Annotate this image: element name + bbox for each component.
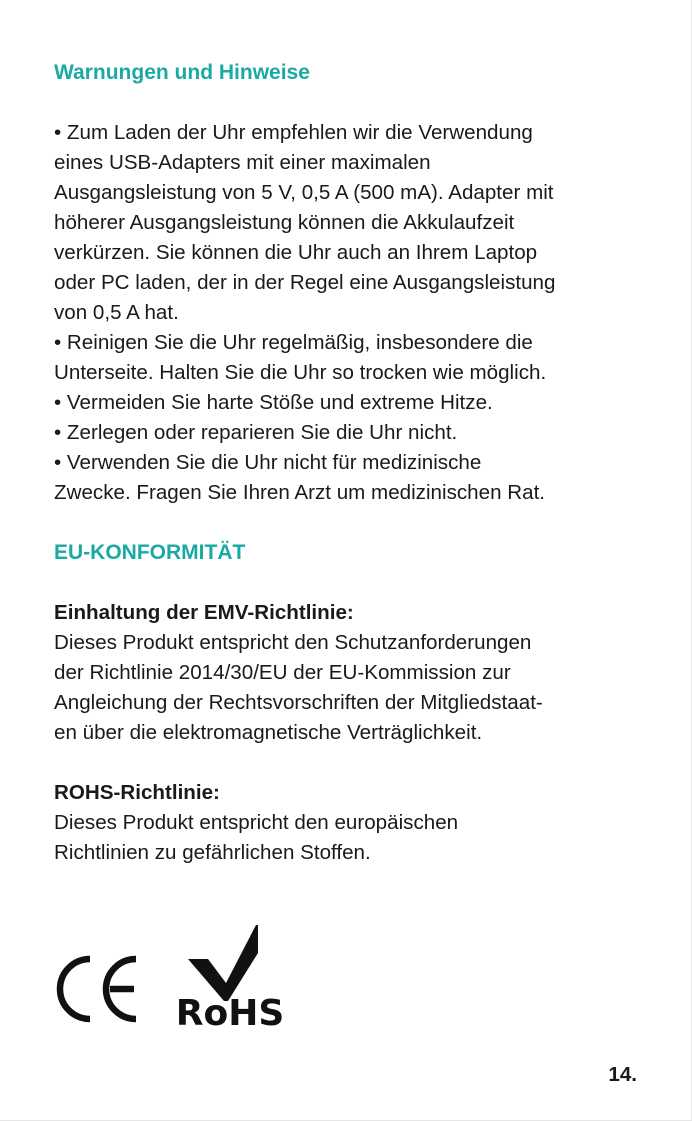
- eu-conformity-heading: EU-KONFORMITÄT: [54, 541, 246, 564]
- rohs-text: [54, 808, 644, 868]
- text-line: eines USB-Adapters mit einer maximalen: [54, 151, 431, 174]
- certification-logos: [54, 925, 294, 1035]
- text-line: • Vermeiden Sie harte Stöße und extreme Hitze.: [54, 391, 493, 414]
- text-line: Unterseite. Halten Sie die Uhr so trocken wie möglich.: [54, 361, 547, 384]
- text-line: • Zerlegen oder reparieren Sie die Uhr nicht.: [54, 421, 458, 444]
- page-number: 14.: [608, 1063, 637, 1086]
- text-line: Angleichung der Rechtsvorschriften der Mitgliedstaat-: [54, 691, 543, 714]
- warnings-text: [54, 118, 644, 508]
- rohs-title: ROHS-Richtlinie:: [54, 781, 220, 804]
- emv-text: [54, 628, 644, 748]
- text-line: von 0,5 A hat.: [54, 301, 179, 324]
- text-line: Ausgangsleistung von 5 V, 0,5 A (500 mA). Adapter mit: [54, 181, 554, 204]
- text-line: Richtlinien zu gefährlichen Stoffen.: [54, 841, 371, 864]
- text-line: • Reinigen Sie die Uhr regelmäßig, insbesondere die: [54, 331, 533, 354]
- text-line: en über die elektromagnetische Verträglichkeit.: [54, 721, 483, 744]
- rohs-check-icon: [172, 925, 290, 1029]
- text-line: Zwecke. Fragen Sie Ihren Arzt um medizinischen Rat.: [54, 481, 546, 504]
- text-line: oder PC laden, der in der Regel eine Ausgangsleistung: [54, 271, 556, 294]
- text-line: • Verwenden Sie die Uhr nicht für medizinische: [54, 451, 482, 474]
- text-line: der Richtlinie 2014/30/EU der EU-Kommission zur: [54, 661, 511, 684]
- text-line: Dieses Produkt entspricht den Schutzanforderungen: [54, 631, 532, 654]
- text-line: verkürzen. Sie können die Uhr auch an Ihrem Laptop: [54, 241, 538, 264]
- ce-mark-icon: [54, 953, 140, 1025]
- page-content: [54, 58, 644, 868]
- emv-title: Einhaltung der EMV-Richtlinie:: [54, 601, 354, 624]
- rohs-logo-text: RoHS: [175, 993, 285, 1029]
- text-line: Dieses Produkt entspricht den europäischen: [54, 811, 459, 834]
- text-line: • Zum Laden der Uhr empfehlen wir die Verwendung: [54, 121, 533, 144]
- text-line: höherer Ausgangsleistung können die Akkulaufzeit: [54, 211, 515, 234]
- warnings-heading: Warnungen und Hinweise: [54, 61, 310, 84]
